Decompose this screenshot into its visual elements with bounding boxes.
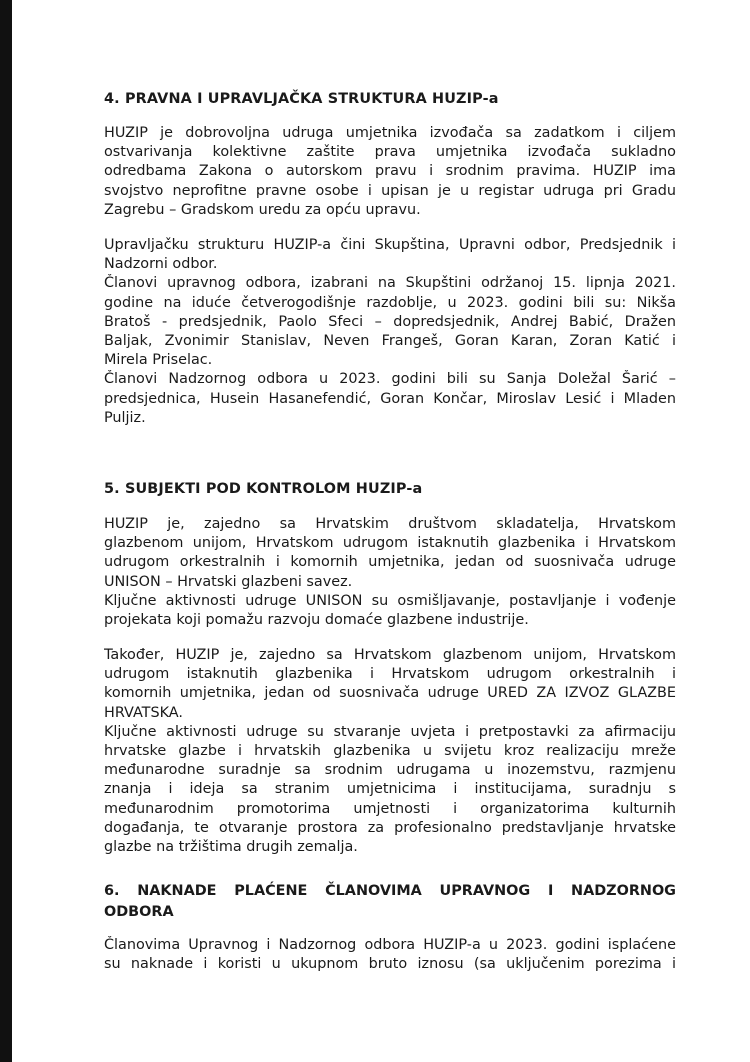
text-line: događanja, te otvaranje prostora za profesionalno predstavljanje hrvatske [104, 819, 676, 836]
text-line: ostvarivanja kolektivne zaštite prava umjetnika izvođača sukladno [104, 144, 676, 161]
text-line: Zagrebu – Gradskom uredu za opću upravu. [104, 201, 421, 218]
text-line: Upravljačku strukturu HUZIP-a čini Skupština, Upravni odbor, Predsjednik i [104, 237, 676, 253]
text-line: međunarodne suradnje sa srodnim udrugama u inozemstvu, razmjenu [104, 762, 676, 779]
section-6-heading-line-1: 6. NAKNADE PLAĆENE ČLANOVIMA UPRAVNOG I NADZORNOG [104, 883, 676, 899]
text-line: HRVATSKA. [104, 704, 183, 721]
text-line: udrugom istaknutih glazbenika i Hrvatskom udrugom orkestralnih i [104, 666, 676, 683]
text-line: HUZIP je dobrovoljna udruga umjetnika izvođača sa zadatkom i ciljem [104, 125, 676, 141]
text-line: znanja i ideja sa stranim umjetnicima i institucijama, suradnju s [104, 781, 676, 798]
text-line: Bratoš - predsjednik, Paolo Sfeci – dopredsjednik, Andrej Babić, Dražen [104, 313, 676, 330]
text-line: hrvatske glazbe i hrvatskih glazbenika u svijetu kroz realizaciju mreže [104, 742, 676, 759]
text-line: Ključne aktivnosti udruge su stvaranje uvjeta i pretpostavki za afirmaciju [104, 723, 676, 740]
text-line: projekata koji pomažu razvoju domaće glazbene industrije. [104, 611, 529, 628]
text-line: Mirela Priselac. [104, 352, 213, 369]
text-line: svojstvo neprofitne pravne osobe i upisan je u registar udruga pri Gradu [104, 182, 676, 199]
text-line: su naknade i koristi u ukupnom bruto iznosu (sa uključenim porezima i [104, 956, 676, 973]
text-line: Također, HUZIP je, zajedno sa Hrvatskom glazbenom unijom, Hrvatskom [104, 647, 676, 663]
text-line: Nadzorni odbor. [104, 256, 218, 273]
text-line: Baljak, Zvonimir Stanislav, Neven Frangeš, Goran Karan, Zoran Katić i [104, 332, 676, 349]
scan-left-edge [0, 0, 12, 1062]
section-4-heading: 4. PRAVNA I UPRAVLJAČKA STRUKTURA HUZIP-a [104, 91, 499, 107]
text-line: Članovi Nadzornog odbora u 2023. godini bili su Sanja Doležal Šarić – [104, 371, 676, 388]
section-6-heading-line-2: ODBORA [104, 904, 174, 920]
section-5-paragraph-2 [104, 646, 676, 857]
text-line: HUZIP je, zajedno sa Hrvatskim društvom skladatelja, Hrvatskom [104, 516, 676, 532]
text-line: Ključne aktivnosti udruge UNISON su osmišljavanje, postavljanje i vođenje [104, 592, 676, 609]
text-line: komornih umjetnika, jedan od suosnivača udruge URED ZA IZVOZ GLAZBE [104, 685, 676, 702]
section-5-heading: 5. SUBJEKTI POD KONTROLOM HUZIP-a [104, 481, 423, 497]
text-line: godine na iduće četverogodišnje razdoblje, u 2023. godini bili su: Nikša [104, 294, 676, 311]
text-line: udrugom orkestralnih i komornih umjetnika, jedan od suosnivača udruge [104, 554, 676, 571]
text-line: Puljiz. [104, 409, 146, 426]
text-line: međunarodnim promotorima umjetnosti i organizatorima kulturnih [104, 800, 676, 817]
text-line: Članovi upravnog odbora, izabrani na Skupštini održanoj 15. lipnja 2021. [104, 275, 676, 292]
text-line: glazbenom unijom, Hrvatskom udrugom istaknutih glazbenika i Hrvatskom [104, 535, 676, 552]
section-4-paragraph-2 [104, 236, 676, 428]
text-line: odredbama Zakona o autorskom pravu i srodnim pravima. HUZIP ima [104, 163, 676, 180]
section-5-paragraph-1 [104, 515, 676, 630]
text-line: UNISON – Hrvatski glazbeni savez. [104, 573, 353, 590]
section-4-paragraph-1 [104, 124, 676, 220]
section-6-heading [104, 881, 676, 923]
section-6-paragraph-1 [104, 936, 676, 974]
text-line: glazbe na tržištima drugih zemalja. [104, 838, 358, 855]
text-line: Članovima Upravnog i Nadzornog odbora HUZIP-a u 2023. godini isplaćene [104, 937, 676, 953]
text-line: predsjednica, Husein Hasanefendić, Goran Končar, Miroslav Lesić i Mladen [104, 390, 676, 407]
